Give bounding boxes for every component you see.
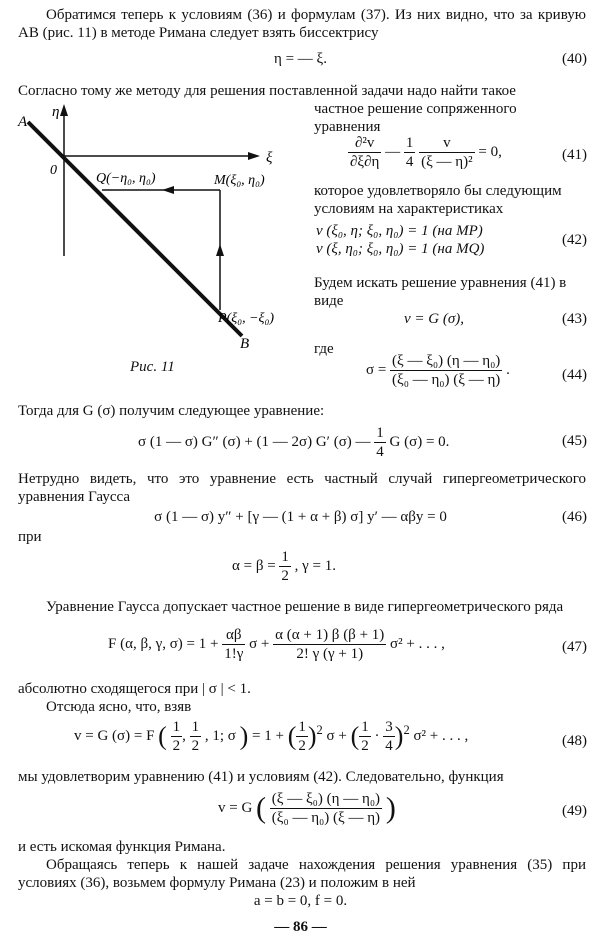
equation-number-48: (48) — [562, 733, 587, 749]
equation-number-41: (41) — [562, 147, 587, 163]
equation-number-49: (49) — [562, 803, 587, 819]
equation-46: σ (1 — σ) y″ + [γ — (1 + α + β) σ] y′ — αβy = 0 — [154, 509, 447, 525]
label-origin: 0 — [50, 163, 57, 178]
equation-number-42: (42) — [562, 232, 587, 248]
word-where: где — [314, 341, 334, 357]
bisector-line-ab — [28, 122, 242, 336]
arrow-up-icon — [216, 244, 224, 256]
equation-number-46: (46) — [562, 509, 587, 525]
paragraph-riemann-function: и есть искомая функция Римана. — [18, 839, 226, 855]
paragraph-converging: абсолютно сходящегося при | σ | < 1. — [18, 681, 251, 697]
label-q: Q(−η₀, η₀) — [96, 171, 156, 186]
equation-a-b-f: a = b = 0, f = 0. — [253, 893, 348, 909]
paragraph-intro: Обратимся теперь к условиям (36) и формулам (37). Из них видно, что за кривую AB (рис. 11) в методе Римана следует взять биссектрису — [18, 7, 586, 41]
equation-48: v = G (σ) = F ( $\frac{1}{2}$ , $\frac{1}{2}$ , 1; σ ) = 1 + ( $\frac{1}{2}$ )$^2$ σ + ( $\frac{1}{2}$ · $\frac{3}{4}$ )$^2$ σ² + . . . , — [74, 719, 469, 754]
label-xi: ξ — [266, 150, 273, 166]
equation-number-43: (43) — [562, 311, 587, 327]
paragraph-then-for-g: Тогда для G (σ) получим следующее уравнение: — [18, 403, 325, 419]
eta-axis-arrow-icon — [60, 104, 68, 116]
label-a: A — [18, 114, 28, 130]
label-p: P(ξ₀, −ξ₀) — [218, 311, 275, 326]
paragraph-hypergeometric-series: Уравнение Гаусса допускает частное решение в виде гипергеометрического ряда — [46, 599, 564, 615]
equation-42-line-2: v (ξ, η₀; ξ₀, η₀) = 1 (на MQ) — [316, 241, 485, 257]
label-eta: η — [52, 104, 60, 120]
equation-number-44: (44) — [562, 367, 587, 383]
arrow-left-icon — [162, 186, 174, 194]
paragraph-hence: Отсюда ясно, что, взяв — [46, 699, 192, 715]
equation-42-line-1: v (ξ₀, η; ξ₀, η₀) = 1 (на MP) — [316, 223, 483, 239]
xi-axis-arrow-icon — [248, 152, 260, 160]
equation-number-47: (47) — [562, 639, 587, 655]
paragraph-gauss: Нетрудно видеть, что это уравнение есть частный случай гипергеометрического уравнения Гаусса — [18, 471, 586, 505]
equation-40: η = — ξ. — [274, 51, 327, 67]
equation-43: v = G (σ), — [404, 311, 464, 327]
paragraph-seek-solution: Будем искать решение уравнения (41) в виде — [314, 275, 567, 309]
label-b: B — [240, 336, 250, 352]
equation-41: $\frac{\text{∂²v}}{\partial\xi\partial\eta}$ — $\frac{1}{4}$ $\frac{v}{\text{(ξ — η)²}}$ = 0, — [350, 135, 502, 170]
equation-47: F (α, β, γ, σ) = 1 + $\frac{\alpha\beta}{1!\gamma}$ σ + $\frac{\alpha (\alpha + 1) \beta (\beta + 1)}{2! \gamma (\gamma + 1)}$ σ² + . . . , — [108, 627, 445, 662]
paragraph-returning: Обращаясь теперь к нашей задаче нахождения решения уравнения (35) при условиях (36), возьмем формулу Римана (23) и положим в ней — [18, 857, 586, 891]
equation-49: v = G ( $\frac{\text{(ξ — ξ₀) (η — η₀)}}{\text{(ξ₀ — η₀) (ξ — η)}}$ ) — [218, 791, 396, 826]
page-number: — 86 — — [274, 919, 327, 935]
paragraph-we-satisfy: мы удовлетворим уравнению (41) и условиям (42). Следовательно, функция — [18, 769, 504, 785]
word-when: при — [18, 529, 42, 545]
equation-number-45: (45) — [562, 433, 587, 449]
equation-44: σ = $\frac{\text{(ξ — ξ₀) (η — η₀)}}{\text{(ξ₀ — η₀) (ξ — η)}}$ . — [366, 353, 510, 388]
paragraph-riemann-method: Согласно тому же методу для решения поставленной задачи надо найти такое — [18, 83, 516, 99]
label-m: M(ξ₀, η₀) — [214, 173, 265, 188]
equation-45: σ (1 — σ) G″ (σ) + (1 — 2σ) G′ (σ) — $\frac{1}{4}$ G (σ) = 0. — [138, 425, 450, 460]
figure-11 — [14, 96, 294, 356]
equation-number-40: (40) — [562, 51, 587, 67]
figure-caption: Рис. 11 — [130, 359, 175, 375]
paragraph-characteristics: которое удовлетворяло бы следующим условиям на характеристиках — [314, 183, 562, 217]
paragraph-adjoint: частное решение сопряженного уравнения — [314, 101, 517, 135]
equation-alpha-beta-gamma: α = β = $\frac{1}{2}$ , γ = 1. — [232, 549, 337, 584]
